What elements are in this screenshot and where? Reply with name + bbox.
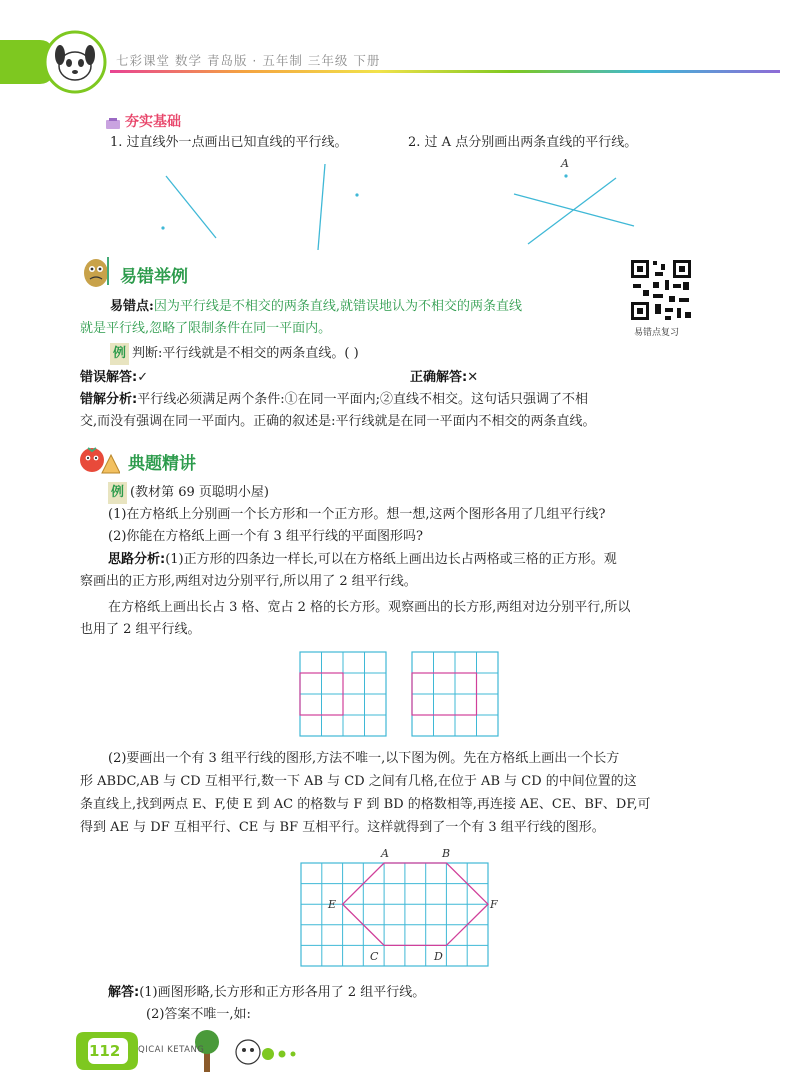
point-a bbox=[564, 174, 567, 177]
example-tag: 例 bbox=[110, 343, 129, 365]
answer-label: 解答: bbox=[108, 985, 140, 1000]
mistake-point-label: 易错点: bbox=[110, 299, 154, 314]
example-source: (教材第 69 页聪明小屋) bbox=[130, 485, 269, 500]
mistake-example bbox=[110, 343, 359, 365]
thinking-analysis bbox=[108, 549, 617, 571]
mistake-point bbox=[110, 296, 522, 318]
point-2 bbox=[355, 193, 358, 196]
mistake-mascot-icon bbox=[78, 255, 114, 289]
section-title-basics: 夯实基础 bbox=[125, 114, 181, 130]
grid-square bbox=[300, 652, 386, 736]
hex-label-a: A bbox=[381, 847, 389, 860]
hex-label-e: E bbox=[328, 898, 337, 911]
thinking-para2: 在方格纸上画出长占 3 格、宽占 2 格的长方形。观察画出的长方形,两组对边分别平行,所以 bbox=[108, 600, 631, 615]
label-a: A bbox=[561, 157, 569, 170]
grid-figures bbox=[298, 650, 503, 738]
hex-label-b: B bbox=[442, 847, 451, 860]
thinking-label: 思路分析: bbox=[108, 552, 166, 567]
example-heading bbox=[108, 482, 269, 504]
wrong-answer bbox=[80, 367, 148, 389]
grid-rectangle bbox=[412, 652, 498, 736]
method-para-4: 得到 AE 与 DF 互相平行、CE 与 BF 互相平行。这样就得到了一个有 3 组平行线的图形。 bbox=[80, 820, 605, 835]
answer-text-1: (1)画图形略,长方形和正方形各用了 2 组平行线。 bbox=[139, 985, 426, 1000]
example-q2: (2)你能在方格纸上画一个有 3 组平行线的平面图形吗? bbox=[108, 529, 423, 544]
example-q1: (1)在方格纸上分别画一个长方形和一个正方形。想一想,这两个图形各用了几组平行线? bbox=[108, 507, 606, 522]
right-answer-label: 正确解答: bbox=[410, 370, 468, 385]
question-1: 1. 过直线外一点画出已知直线的平行线。 bbox=[110, 135, 348, 150]
hex-label-d: D bbox=[434, 950, 443, 963]
header-bar bbox=[0, 0, 800, 95]
question-2: 2. 过 A 点分别画出两条直线的平行线。 bbox=[408, 135, 638, 150]
hex-label-c: C bbox=[370, 950, 379, 963]
analysis-text: 平行线必须满足两个条件:①在同一平面内;②直线不相交。这句话只强调了不相 bbox=[137, 392, 588, 407]
pencil-icon bbox=[106, 118, 122, 130]
analysis-line2: 交,而没有强调在同一平面内。正确的叙述是:平行线就是在同一平面内不相交的两条直线。 bbox=[80, 414, 596, 429]
given-line-2 bbox=[318, 164, 325, 250]
given-line-4 bbox=[528, 178, 616, 244]
section-icon bbox=[106, 115, 122, 127]
wrong-answer-label: 错误解答: bbox=[80, 370, 138, 385]
hex-label-f: F bbox=[490, 898, 498, 911]
example-text: 判断:平行线就是不相交的两条直线。( ) bbox=[132, 346, 359, 361]
check-icon: ✓ bbox=[137, 370, 149, 385]
exercise-lines bbox=[100, 150, 720, 260]
header-title: 七彩课堂 数学 青岛版 · 五年制 三年级 下册 bbox=[116, 53, 381, 68]
thinking-para2-line2: 也用了 2 组平行线。 bbox=[80, 622, 201, 637]
header-decoration bbox=[0, 0, 800, 95]
page-number: 112 bbox=[89, 1042, 121, 1060]
qr-code-image[interactable] bbox=[629, 258, 693, 322]
right-answer bbox=[410, 367, 478, 389]
section-title-mistakes: 易错举例 bbox=[120, 267, 188, 287]
example-tag-2: 例 bbox=[108, 482, 127, 504]
point-1 bbox=[161, 226, 164, 229]
thinking-line2: 察画出的正方形,两组对边分别平行,所以用了 2 组平行线。 bbox=[80, 574, 417, 589]
mistake-point-line2: 就是平行线,忽略了限制条件在同一平面内。 bbox=[80, 321, 332, 336]
section-title-examples: 典题精讲 bbox=[128, 454, 196, 474]
hexagon-grid-figure bbox=[300, 862, 490, 968]
tomato-mascot-icon bbox=[78, 443, 120, 475]
thinking-text-1: (1)正方形的四条边一样长,可以在方格纸上画出边长占两格或三格的正方形。观 bbox=[165, 552, 617, 567]
analysis bbox=[80, 389, 588, 411]
analysis-label: 错解分析: bbox=[80, 392, 138, 407]
method-para-2: 形 ABDC,AB 与 CD 互相平行,数一下 AB 与 CD 之间有几格,在位于 AB 与 CD 的中间位置的这 bbox=[80, 774, 637, 789]
qr-caption: 易错点复习 bbox=[634, 328, 680, 338]
mistake-point-text: 因为平行线是不相交的两条直线,就错误地认为不相交的两条直线 bbox=[153, 299, 522, 314]
method-para-1: (2)要画出一个有 3 组平行线的图形,方法不唯一,以下图为例。先在方格纸上画出一个长方 bbox=[108, 751, 620, 766]
brand-text: QICAI KETANG bbox=[138, 1045, 205, 1055]
cross-icon: ✕ bbox=[467, 370, 479, 385]
answer-line2: (2)答案不唯一,如: bbox=[146, 1007, 251, 1022]
given-line-1 bbox=[166, 176, 216, 238]
method-para-3: 条直线上,找到两点 E、F,使 E 到 AC 的格数与 F 到 BD 的格数相等,再连接 AE、CE、BF、DF,可 bbox=[80, 797, 651, 812]
answer bbox=[108, 982, 425, 1004]
